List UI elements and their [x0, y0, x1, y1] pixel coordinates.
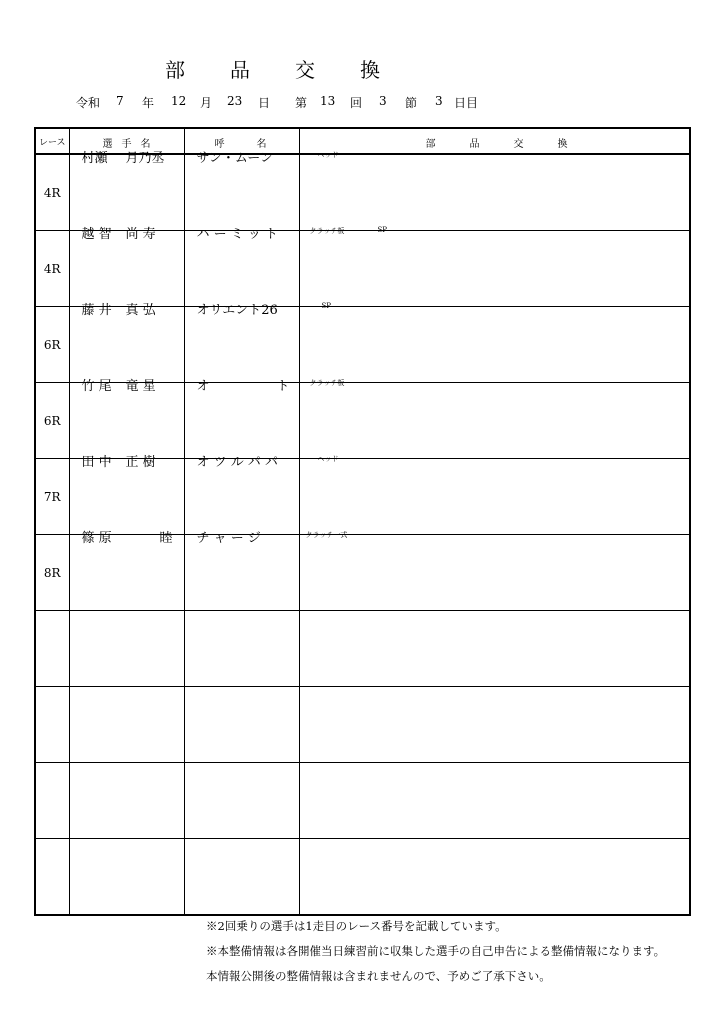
racer-name-cell: 越 智 尚 寿	[69, 231, 184, 307]
header-racer-name: 選 手 名	[69, 128, 184, 154]
day-number: 3	[435, 94, 443, 108]
race-cell	[35, 687, 69, 763]
parts-cell: クラッチ一式	[299, 535, 690, 611]
nickname-cell	[184, 763, 299, 839]
header-nickname: 呼 名	[184, 128, 299, 154]
month-unit: 月	[200, 96, 213, 110]
race-cell: 8R	[35, 535, 69, 611]
racer-name-cell: 村瀬 月乃丞	[69, 154, 184, 231]
footnote: ※2回乗りの選手は1走目のレース番号を記載しています。	[206, 919, 507, 933]
table-row	[35, 611, 690, 687]
nickname-cell	[184, 687, 299, 763]
racer-name-cell: 田 中 正 樹	[69, 459, 184, 535]
race-cell: 6R	[35, 383, 69, 459]
parts-cell: クラッチ板	[299, 383, 690, 459]
parts-cell: ヘッド	[299, 154, 690, 231]
series-unit: 回	[350, 96, 363, 110]
racer-name-cell	[69, 687, 184, 763]
day-unit: 日	[258, 96, 271, 110]
parts-cell	[299, 687, 690, 763]
racer-name-cell	[69, 611, 184, 687]
table-row	[35, 459, 690, 535]
date-line	[76, 94, 496, 112]
nickname-cell	[184, 839, 299, 916]
title-char: 交	[295, 58, 315, 82]
race-cell: 7R	[35, 459, 69, 535]
title-char: 品	[230, 58, 250, 82]
parts-cell	[299, 839, 690, 916]
racer-name-cell: 藤 井 真 弘	[69, 307, 184, 383]
race-cell	[35, 839, 69, 916]
nickname-cell: オ ト	[184, 383, 299, 459]
year: 7	[116, 94, 124, 108]
parts-cell	[299, 611, 690, 687]
nickname-cell: ハ ー ミ ッ ト	[184, 231, 299, 307]
nickname-cell: オ ツ ル パ パ	[184, 459, 299, 535]
footnote: 本情報公開後の整備情報は含まれませんので、予めご了承下さい。	[206, 969, 551, 983]
nickname-cell: チ ャ ー ジ	[184, 535, 299, 611]
table-row	[35, 535, 690, 611]
series-number: 13	[320, 94, 336, 108]
race-cell	[35, 763, 69, 839]
nickname-cell: オリエント26	[184, 307, 299, 383]
header-race: レース	[35, 128, 69, 154]
era: 令和	[76, 96, 101, 110]
table-row	[35, 154, 690, 231]
day: 23	[227, 94, 243, 108]
nickname-cell	[184, 611, 299, 687]
parts-cell: SP	[299, 307, 690, 383]
footnote: ※本整備情報は各開催当日練習前に収集した選手の自己申告による整備情報になります。	[206, 944, 666, 958]
header-parts: 部 品 交 換	[299, 128, 690, 154]
race-cell	[35, 611, 69, 687]
page-title	[150, 54, 410, 82]
title-char: 部	[165, 58, 185, 82]
race-cell: 4R	[35, 154, 69, 231]
table-row	[35, 763, 690, 839]
table-row	[35, 383, 690, 459]
nickname-cell: サン・ムーン	[184, 154, 299, 231]
table-row	[35, 307, 690, 383]
title-char: 換	[360, 58, 380, 82]
racer-name-cell: 篠 原 睦	[69, 535, 184, 611]
series-prefix: 第	[295, 96, 308, 110]
table-row	[35, 231, 690, 307]
race-cell: 4R	[35, 231, 69, 307]
month: 12	[171, 94, 187, 108]
parts-cell: クラッチ板 SP	[299, 231, 690, 307]
parts-cell: ヘッド	[299, 459, 690, 535]
table-row	[35, 687, 690, 763]
racer-name-cell	[69, 763, 184, 839]
parts-cell	[299, 763, 690, 839]
race-cell: 6R	[35, 307, 69, 383]
section-number: 3	[379, 94, 387, 108]
section-unit: 節	[405, 96, 418, 110]
year-unit: 年	[142, 96, 155, 110]
racer-name-cell: 竹 尾 竜 星	[69, 383, 184, 459]
parts-exchange-table	[34, 127, 691, 916]
racer-name-cell	[69, 839, 184, 916]
day-number-unit: 日目	[454, 96, 479, 110]
footnotes	[206, 918, 696, 993]
table-row	[35, 839, 690, 916]
